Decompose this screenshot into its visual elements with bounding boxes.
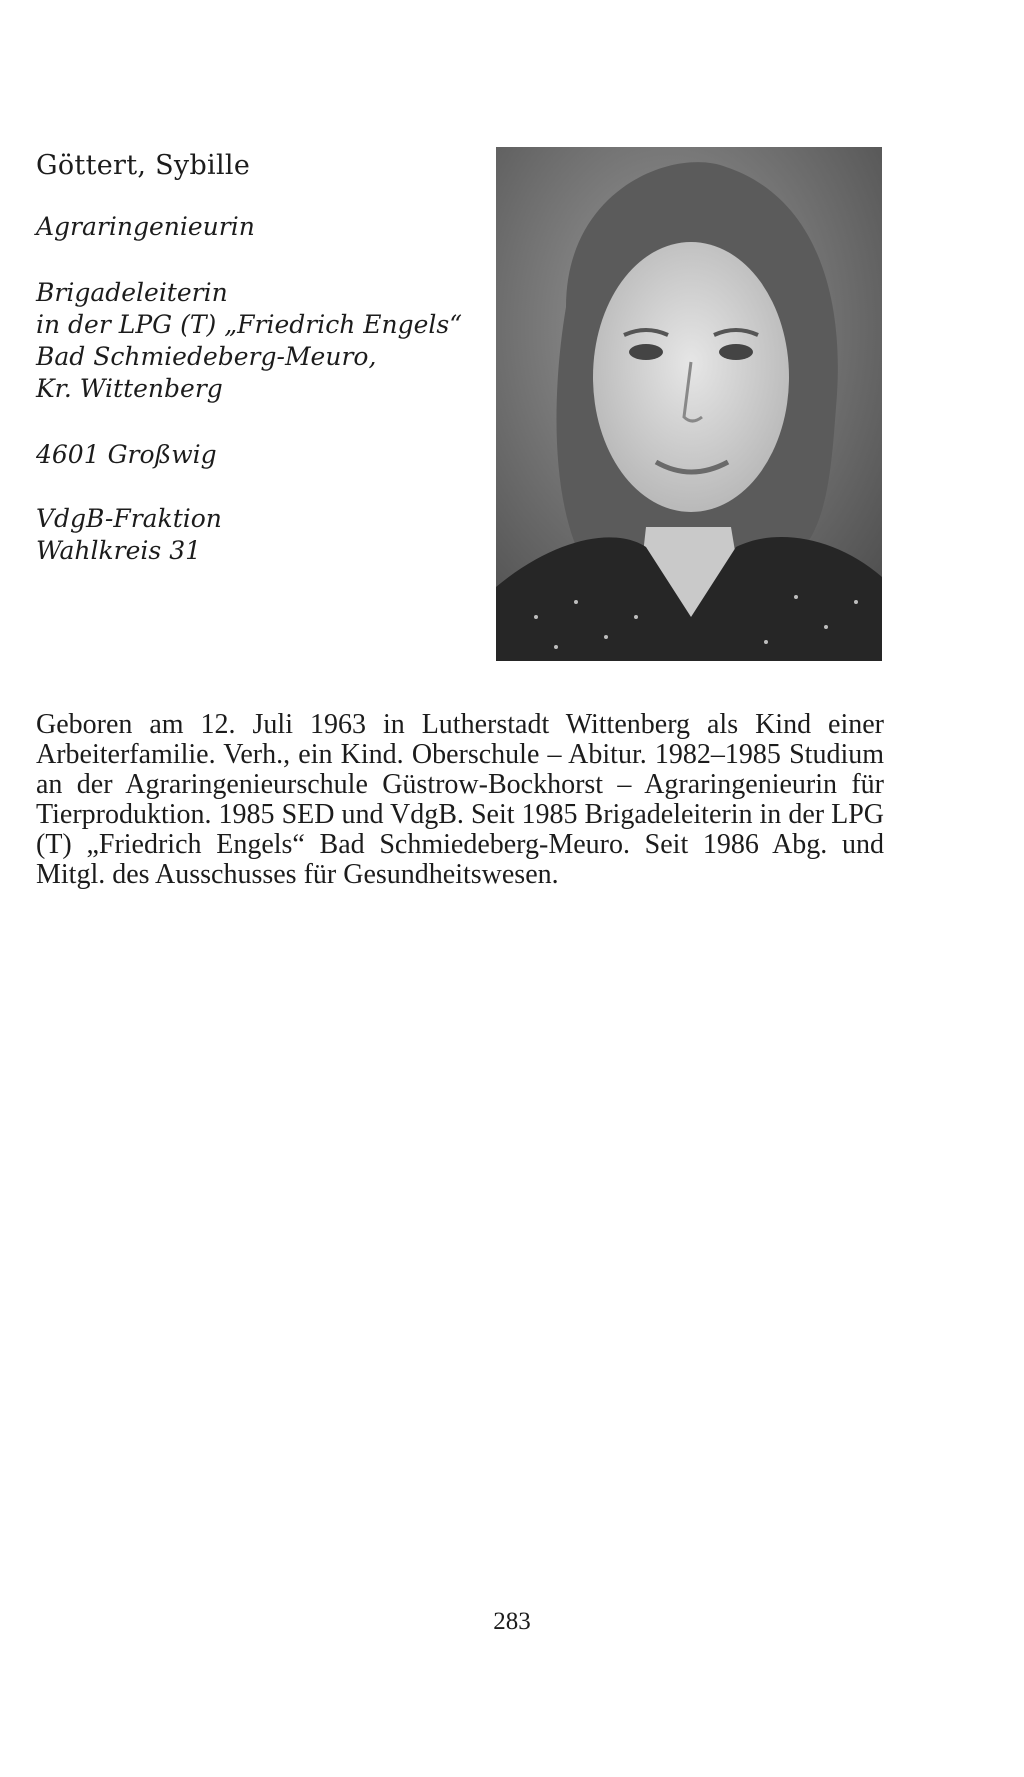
fraction: VdgB-Fraktion xyxy=(36,504,222,533)
occupation: Agraringenieurin xyxy=(36,212,255,241)
entry-header xyxy=(36,150,466,567)
constituency: Wahlkreis 31 xyxy=(36,536,202,565)
workplace-line: Kr. Wittenberg xyxy=(36,374,223,403)
fraction-block xyxy=(36,503,466,567)
biography-text: Geboren am 12. Juli 1963 in Lutherstadt Wittenberg als Kind einer Arbeiterfamilie. Verh., ein Kind. Oberschule – Abitur. 1982–1985 Studium an der Agraringenieurschule Güstrow-Bockhorst – Agraringenieurin für Tierproduktion. 1985 SED und VdgB. Seit 1985 Brigadeleiterin in der LPG (T) „Friedrich Engels“ Bad Schmiedeberg-Meuro. Seit 1986 Abg. und Mitgl. des Ausschusses für Gesundheitswesen. xyxy=(36,709,884,890)
person-name: Göttert, Sybille xyxy=(36,150,251,181)
workplace xyxy=(36,277,466,405)
portrait-illustration xyxy=(496,147,882,661)
page-number: 283 xyxy=(493,1608,531,1635)
city: 4601 Großwig xyxy=(36,440,217,469)
portrait-photo xyxy=(496,147,882,661)
workplace-line: Brigadeleiterin xyxy=(36,278,228,307)
workplace-line: in der LPG (T) „Friedrich Engels“ xyxy=(36,310,463,339)
workplace-line: Bad Schmiedeberg-Meuro, xyxy=(36,342,377,371)
